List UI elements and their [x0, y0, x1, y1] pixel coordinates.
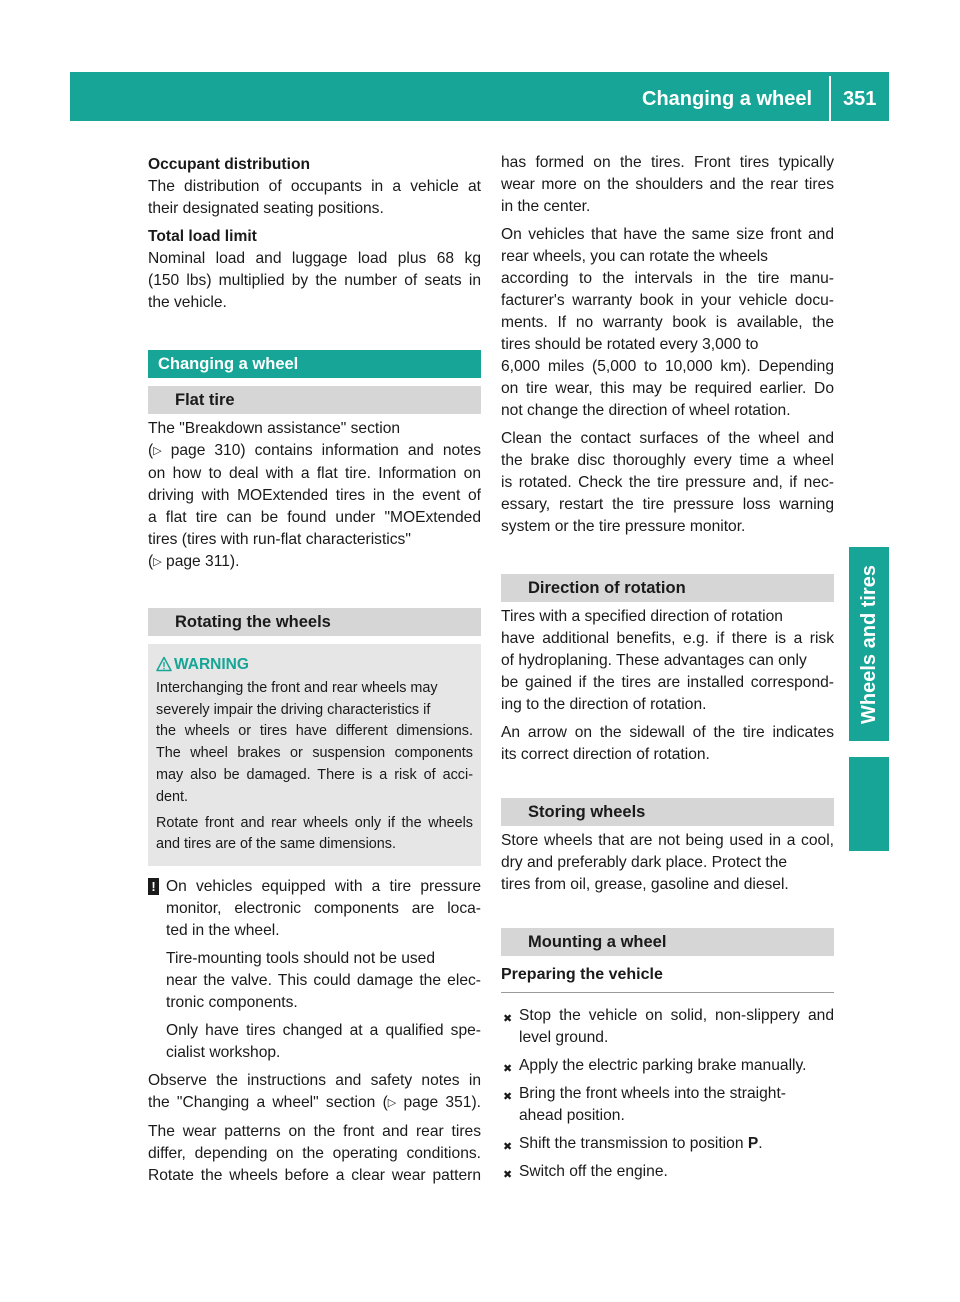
section-changing-a-wheel: Changing a wheel [148, 350, 481, 378]
warning-box [148, 644, 481, 866]
arrow-right-icon: ✖ [503, 1169, 513, 1181]
left-column [148, 152, 481, 1193]
exclamation-icon: ! [148, 878, 159, 895]
warning-paragraph-1: Interchanging the front and rear wheels may severely impair the driving characteristics if the wheels or tires have different dimensions. The wheel brakes or suspension components may also be damaged. There is a risk of acci- dent. [156, 679, 473, 805]
right-column [501, 152, 834, 1189]
note-block [148, 876, 481, 1064]
definition-occupant-distribution: The distribution of occupants in a vehicle at their designated seating positions. [148, 178, 481, 217]
section-direction-of-rotation: Direction of rotation [501, 574, 834, 602]
position-p: P [747, 1135, 759, 1152]
step-item: ✖ Shift the transmission to position P. [501, 1133, 834, 1155]
page-ref-link[interactable]: page 311). [166, 553, 240, 570]
page-ref-link[interactable]: page 351). [403, 1094, 481, 1112]
storing-paragraph: Store wheels that are not being used in a cool, dry and preferably dark place. Protect the tires from oil, grease, gasoline and diesel. [501, 832, 834, 893]
step-item: ✖ Switch off the engine. [501, 1161, 834, 1183]
arrow-right-icon: ✖ [503, 1013, 513, 1025]
arrow-right-icon: ✖ [503, 1063, 513, 1075]
rotation-paragraph: On vehicles that have the same size front and rear wheels, you can rotate the wheels according to the intervals in the tire manu- facturer's warranty book in your vehicle docu- ments. If no warranty book is available, the tires should be rotated every 3,000 to 6,000 miles (5,000 to 10,000 km). Depending on tire wear, this may be required earlier. Do not change the direction of wheel rotation. [501, 226, 834, 419]
page-title: Changing a wheel [642, 88, 813, 110]
section-storing-wheels: Storing wheels [501, 798, 834, 826]
arrow-paragraph: An arrow on the sidewall of the tire indicates its correct direction of rotation. [501, 724, 834, 763]
note-paragraph-3: Only have tires changed at a qualified spe- cialist workshop. [166, 1022, 481, 1062]
step-item: ✖ Apply the electric parking brake manually. [501, 1055, 834, 1077]
note-paragraph-2: Tire-mounting tools should not be used near the valve. This could damage the elec- tronic components. [166, 950, 481, 1012]
page-ref-icon: ▷ [387, 1097, 397, 1110]
page-ref-link[interactable]: page 310) contains information and notes [170, 442, 481, 459]
step-item: ✖ Stop the vehicle on solid, non-slippery and level ground. [503, 1007, 834, 1046]
section-rotating-the-wheels: Rotating the wheels [148, 608, 481, 636]
direction-paragraph: Tires with a specified direction of rotation have additional benefits, e.g. if there is a risk of hydroplaning. These advantages can only be gained if the tires are installed correspond- ing to the direction of rotation. [501, 608, 834, 713]
wear-paragraph: The wear patterns on the front and rear tires differ, depending on the operating conditions. Rotate the wheels before a clear wear pattern [148, 1123, 481, 1185]
header-separator [829, 76, 831, 121]
definition-total-load-limit: Nominal load and luggage load plus 68 kg (150 lbs) multiplied by the number of seats in the vehicle. [148, 250, 481, 311]
arrow-right-icon: ✖ [503, 1091, 513, 1103]
term-total-load-limit: Total load limit [148, 228, 257, 245]
page-ref-icon: ▷ [153, 445, 162, 457]
chapter-tab-label: Wheels and tires [857, 564, 880, 724]
step-item: ✖ Bring the front wheels into the straight- ahead position. [503, 1085, 786, 1124]
warning-title: WARNING [174, 656, 249, 673]
wear-continued-paragraph: has formed on the tires. Front tires typically wear more on the shoulders and the rear tires in the center. [501, 154, 834, 215]
section-flat-tire: Flat tire [148, 386, 481, 414]
observe-paragraph: Observe the instructions and safety notes in the "Changing a wheel" section (▷ page 351). [148, 1070, 481, 1115]
page-ref-icon: ▷ [153, 556, 162, 568]
clean-paragraph: Clean the contact surfaces of the wheel and the brake disc thoroughly every time a wheel is rotated. Check the tire pressure and, if nec- essary, restart the tire pressure loss warning system or the tire pressure monitor. [501, 430, 834, 535]
chapter-tab [849, 547, 889, 741]
page-number: 351 [843, 88, 877, 110]
section-mounting-a-wheel: Mounting a wheel [501, 928, 834, 956]
warning-triangle-icon [156, 656, 172, 672]
subheading-preparing-the-vehicle: Preparing the vehicle [501, 964, 834, 993]
warning-paragraph-2: Rotate front and rear wheels only if the wheels and tires are of the same dimensions. [156, 814, 473, 853]
term-occupant-distribution: Occupant distribution [148, 156, 310, 173]
flat-tire-paragraph: The "Breakdown assistance" section (▷ page 310) contains information and notes on how to deal with a flat tire. Information on driving with MOExtended tires in the event of a flat tire can be found under "MOExtended tires (tires with run-flat characteristics" (▷ page 311). [148, 418, 481, 574]
arrow-right-icon: ✖ [503, 1141, 513, 1153]
chapter-tab-marker [849, 757, 889, 851]
note-paragraph-1: On vehicles equipped with a tire pressure monitor, electronic components are loca- ted in the wheel. [166, 878, 481, 940]
